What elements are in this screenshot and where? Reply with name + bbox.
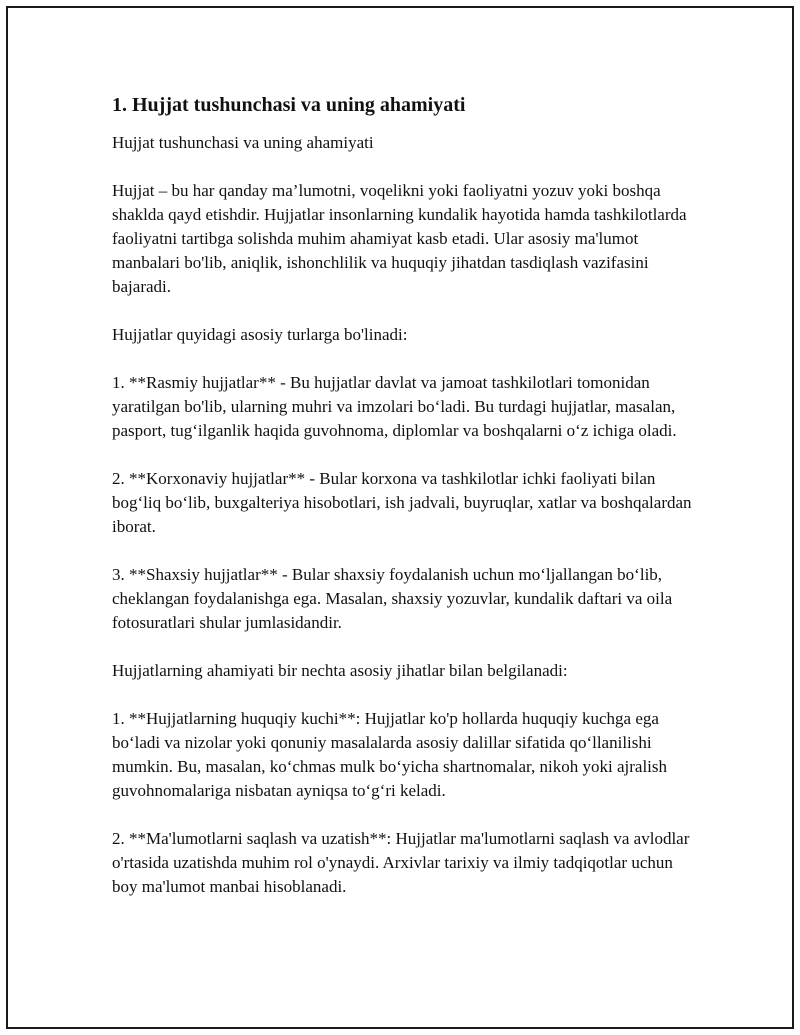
paragraph-official-documents: 1. **Rasmiy hujjatlar** - Bu hujjatlar davlat va jamoat tashkilotlari tomonidan yaratilgan bo'lib, ularning muhri va imzolari bo‘ladi. Bu turdagi hujjatlar, masalan, pasport, tug‘ilganlik haqida guvohnoma, diplomlar va boshqalarni o‘z ichiga oladi. [112,373,677,440]
paragraph-subtitle: Hujjat tushunchasi va uning ahamiyati [112,133,374,152]
paragraph-storage-transfer: 2. **Ma'lumotlarni saqlash va uzatish**: Hujjatlar ma'lumotlarni saqlash va avlodlar o'rtasida uzatishda muhim rol o'ynaydi. Arxivlar tarixiy va ilmiy tadqiqotlar uchun boy ma'lumot manbai hisoblanadi. [112,829,690,896]
paragraph-importance-intro: Hujjatlarning ahamiyati bir nechta asosiy jihatlar bilan belgilanadi: [112,661,568,680]
document-heading: 1. Hujjat tushunchasi va uning ahamiyati [112,94,466,116]
paragraph-personal-documents: 3. **Shaxsiy hujjatlar** - Bular shaxsiy foydalanish uchun mo‘ljallangan bo‘lib, cheklangan foydalanishga ega. Masalan, shaxsiy yozuvlar, kundalik daftari va oila fotosuratlari shular jumlasidandir. [112,565,673,632]
paragraph-types-intro: Hujjatlar quyidagi asosiy turlarga bo'linadi: [112,325,408,344]
paragraph-corporate-documents: 2. **Korxonaviy hujjatlar** - Bular korxona va tashkilotlar ichki faoliyati bilan bog‘liq bo‘lib, buxgalteriya hisobotlari, ish jadvali, buyruqlar, xatlar va boshqalardan iborat. [112,469,692,536]
paragraph-definition: Hujjat – bu har qanday ma’lumotni, voqelikni yoki faoliyatni yozuv yoki boshqa shaklda qayd etishdir. Hujjatlar insonlarning kundalik hayotida hamda tashkilotlarda faoliyatni tartibga solishda muhim ahamiyat kasb etadi. Ular asosiy ma'lumot manbalari bo'lib, aniqlik, ishonchlilik va huquqiy jihatdan tasdiqlash vazifasini bajaradi. [112,181,687,296]
paragraph-legal-force: 1. **Hujjatlarning huquqiy kuchi**: Hujjatlar ko'p hollarda huquqiy kuchga ega bo‘ladi va nizolar yoki qonuniy masalalarda asosiy dalillar sifatida qo‘llanilishi mumkin. Bu, masalan, ko‘chmas mulk bo‘yicha shartnomalar, nikoh yoki ajralish guvohnomalariga nisbatan ayniqsa to‘g‘ri keladi. [112,709,668,800]
document-body [112,91,692,923]
